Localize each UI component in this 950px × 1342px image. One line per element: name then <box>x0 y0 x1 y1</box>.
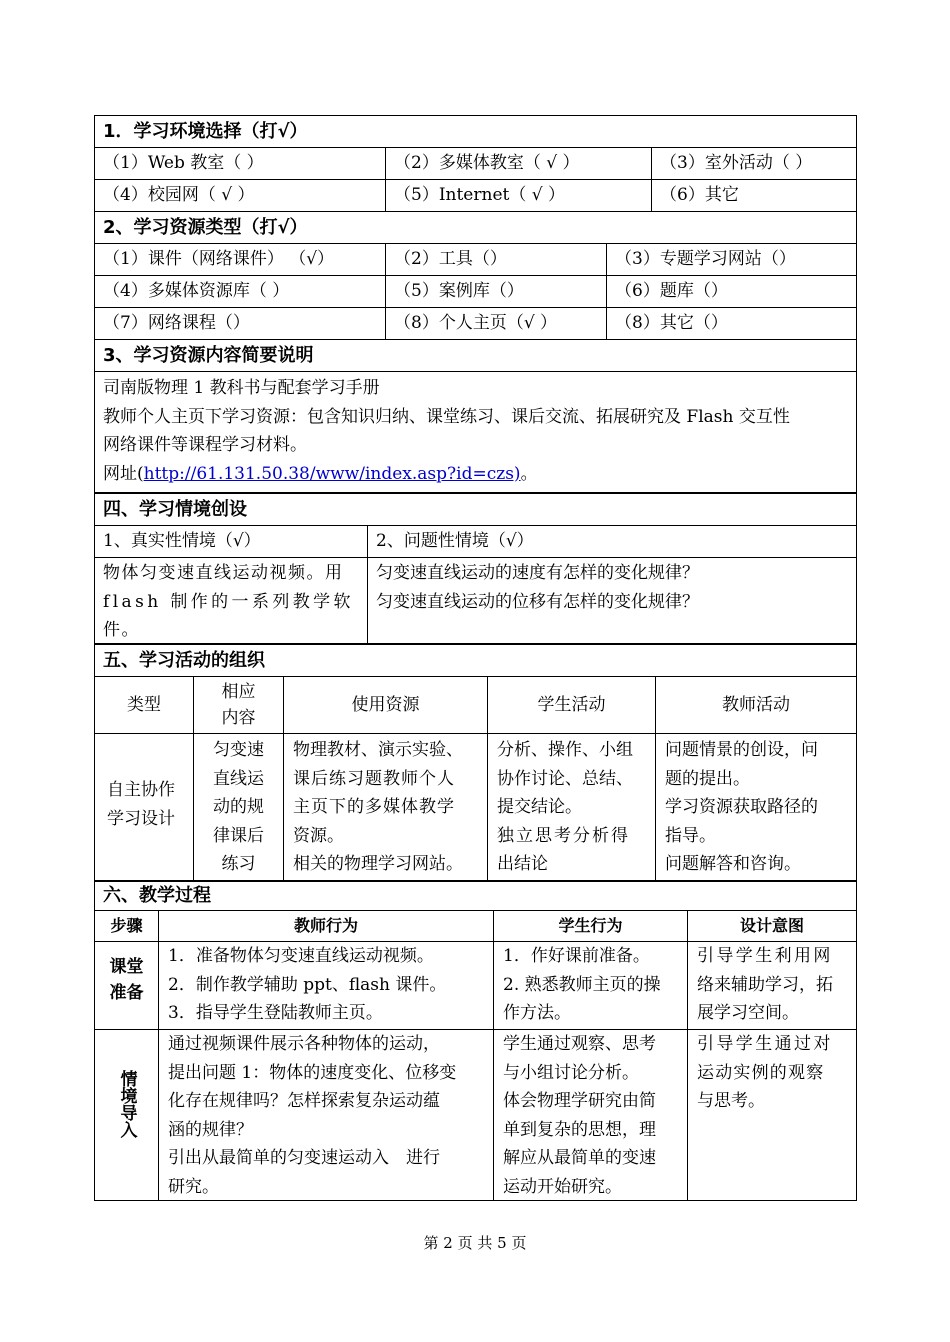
section-title: 1．学习环境选择（打√） <box>95 116 856 148</box>
situation-header: 1、真实性情境（√） <box>95 526 368 557</box>
table-row <box>95 308 856 339</box>
text-line: 络来辅助学习，拓 <box>697 974 833 995</box>
option-cell: （4）校园网（ √ ） <box>95 180 386 211</box>
text-line: 课堂 <box>109 957 144 977</box>
design-intent <box>688 1030 856 1200</box>
text-line: 运动实例的观察 <box>697 1062 825 1083</box>
situation-real <box>95 558 368 643</box>
situation-header: 2、问题性情境（√） <box>376 531 534 551</box>
table-row <box>95 244 856 276</box>
resource-link[interactable]: http://61.131.50.38/www/index.asp?id=czs) <box>143 463 521 484</box>
text-line: 相关的物理学习网站。 <box>293 854 463 874</box>
activity-teacher <box>656 734 856 880</box>
description-text <box>95 372 856 492</box>
activity-content <box>194 734 284 880</box>
table-row <box>95 526 856 558</box>
text-line: 分析、操作、小组 <box>497 740 633 760</box>
option-cell: （8）个人主页（√ ） <box>386 308 607 339</box>
text-line: 体会物理学研究由简 <box>503 1091 656 1111</box>
situation-problem <box>368 558 856 643</box>
text-line: 3．指导学生登陆教师主页。 <box>168 1003 383 1023</box>
text-line: 协作讨论、总结、 <box>497 768 633 789</box>
description-line: 司南版物理 1 教科书与配套学习手册 <box>103 378 380 398</box>
text-line: 涵的规律？ <box>168 1119 253 1140</box>
text-line: 资源。 <box>293 825 344 846</box>
text-line: 练习 <box>221 854 256 874</box>
text-line: 学习设计 <box>107 808 175 829</box>
text-line: 1．准备物体匀变速直线运动视频。 <box>168 946 434 966</box>
column-header: 教师行为 <box>159 911 494 941</box>
option-cell: （5）案例库（） <box>386 276 607 307</box>
section-resource-types <box>94 211 857 339</box>
text-line: 情境导入 <box>116 1070 137 1138</box>
url-line <box>103 460 848 489</box>
text-line: 研究。 <box>168 1176 219 1197</box>
option-cell: （6）题库（） <box>615 281 728 301</box>
description-line: 网络课件等课程学习材料。 <box>103 435 307 455</box>
section-title: 四、学习情境创设 <box>95 493 856 526</box>
text-line: 律课后 <box>213 825 264 846</box>
text-line: 解应从最简单的变速 <box>503 1148 656 1168</box>
table-row <box>95 1030 856 1200</box>
table-row <box>95 148 856 180</box>
section-title: 2、学习资源类型（打√） <box>95 212 856 244</box>
text-line: 展学习空间。 <box>697 1003 799 1023</box>
document-body <box>94 115 857 1201</box>
column-header: 使用资源 <box>284 677 488 733</box>
page-footer: 第 2 页 共 5 页 <box>423 1234 527 1252</box>
activity-resources <box>284 734 488 880</box>
section-title: 五、学习活动的组织 <box>95 644 856 677</box>
text-line: 2．制作教学辅助 ppt、flash 课件。 <box>168 974 447 995</box>
text-line: 独立思考分析得 <box>497 825 630 846</box>
option-cell: （4）多媒体资源库（ ） <box>95 276 386 307</box>
section-situation <box>94 492 857 643</box>
option-cell: （3）室外活动（ ） <box>660 153 813 173</box>
column-header: 设计意图 <box>739 916 804 935</box>
text-line: 问题情景的创设，问 <box>665 740 818 760</box>
text-line: 作方法。 <box>503 1003 571 1023</box>
column-header: 类型 <box>95 677 194 733</box>
text-line: 匀变速直线运动的位移有怎样的变化规律？ <box>376 591 699 612</box>
activity-type <box>95 734 194 880</box>
text-line: 提交结论。 <box>497 797 582 817</box>
text-line: 课后练习题教师个人 <box>293 768 455 789</box>
option-cell: （1）课件（网络课件） （√） <box>95 244 386 275</box>
section-activity-organization <box>94 643 857 880</box>
student-behavior <box>494 1030 688 1200</box>
text-line: 自主协作 <box>107 780 175 800</box>
description-line: 教师个人主页下学习资源：包含知识归纳、课堂练习、课后交流、拓展研究及 Flash 交互性 <box>103 406 790 427</box>
text-line: 匀变速 <box>213 740 264 760</box>
text-line: 与小组讨论分析。 <box>503 1062 639 1083</box>
text-line: 匀变速直线运动的速度有怎样的变化规律？ <box>376 563 699 583</box>
section-teaching-process <box>94 880 857 1201</box>
url-prefix: 网址( <box>103 463 144 484</box>
text-line: 题的提出。 <box>665 768 750 789</box>
text-line: 与思考。 <box>697 1091 765 1111</box>
text-line: 指导。 <box>665 825 716 846</box>
column-header: 学生行为 <box>494 911 688 941</box>
text-line: 单到复杂的思想，理 <box>503 1119 656 1140</box>
option-cell: （7）网络课程（） <box>95 308 386 339</box>
text-line: 引导学生通过对 <box>697 1034 833 1054</box>
option-cell: （2）工具（） <box>386 244 607 275</box>
section-title: 六、教学过程 <box>95 881 856 911</box>
text-line: 物理教材、演示实验、 <box>293 740 463 760</box>
text-line: 出结论 <box>497 854 548 874</box>
section-environment <box>94 115 857 211</box>
option-cell: （3）专题学习网站（） <box>615 249 796 269</box>
table-row <box>95 276 856 308</box>
column-header: 相应 内容 <box>194 677 284 733</box>
text-line: 件。 <box>103 620 140 640</box>
text-line: 运动开始研究。 <box>503 1176 622 1197</box>
text-line: 化存在规律吗？怎样探索复杂运动蕴 <box>168 1091 440 1111</box>
text-line: 直线运 <box>213 768 264 789</box>
option-cell: （5）Internet（ √ ） <box>386 180 652 211</box>
teacher-behavior <box>159 942 494 1029</box>
text-line: 提出问题 1：物体的速度变化、位移变 <box>168 1062 457 1083</box>
text-line: 引出从最简单的匀变速运动入 进行 <box>168 1148 440 1168</box>
column-header: 教师活动 <box>722 695 790 715</box>
teacher-behavior <box>159 1030 494 1200</box>
text-line: 1．作好课前准备。 <box>503 946 650 966</box>
activity-student <box>488 734 656 880</box>
text-line: 2. 熟悉教师主页的操 <box>503 974 661 995</box>
url-suffix: 。 <box>520 463 538 484</box>
text-line: 准备 <box>109 983 144 1003</box>
step-label <box>95 1030 159 1200</box>
text-line: 学习资源获取路径的 <box>665 797 818 817</box>
table-row <box>95 180 856 211</box>
table-header-row <box>95 911 856 942</box>
section-title: 3、学习资源内容简要说明 <box>95 340 856 372</box>
column-header: 步骤 <box>95 911 159 941</box>
option-cell: （1）Web 教室（ ） <box>95 148 386 179</box>
text-line: 物体匀变速直线运动视频。用 <box>103 563 344 583</box>
column-header: 学生活动 <box>488 677 656 733</box>
option-cell: （2）多媒体教室（ √ ） <box>386 148 652 179</box>
text-line: 通过视频课件展示各种物体的运动， <box>168 1034 440 1054</box>
text-line: 学生通过观察、思考 <box>503 1034 656 1054</box>
text-line: 主页下的多媒体教学 <box>293 797 455 817</box>
table-row <box>95 558 856 643</box>
text-line: flash 制作的一系列教学软 <box>103 591 354 612</box>
option-cell: （8）其它（） <box>615 313 728 333</box>
student-behavior <box>494 942 688 1029</box>
table-row <box>95 942 856 1030</box>
option-cell: （6）其它 <box>660 185 739 205</box>
table-row <box>95 734 856 880</box>
design-intent <box>688 942 856 1029</box>
section-resource-description <box>94 339 857 492</box>
table-header-row <box>95 677 856 734</box>
text-line: 引导学生利用网 <box>697 946 833 966</box>
text-line: 问题解答和咨询。 <box>665 854 801 874</box>
step-label <box>95 942 159 1029</box>
text-line: 动的规 <box>213 797 264 817</box>
